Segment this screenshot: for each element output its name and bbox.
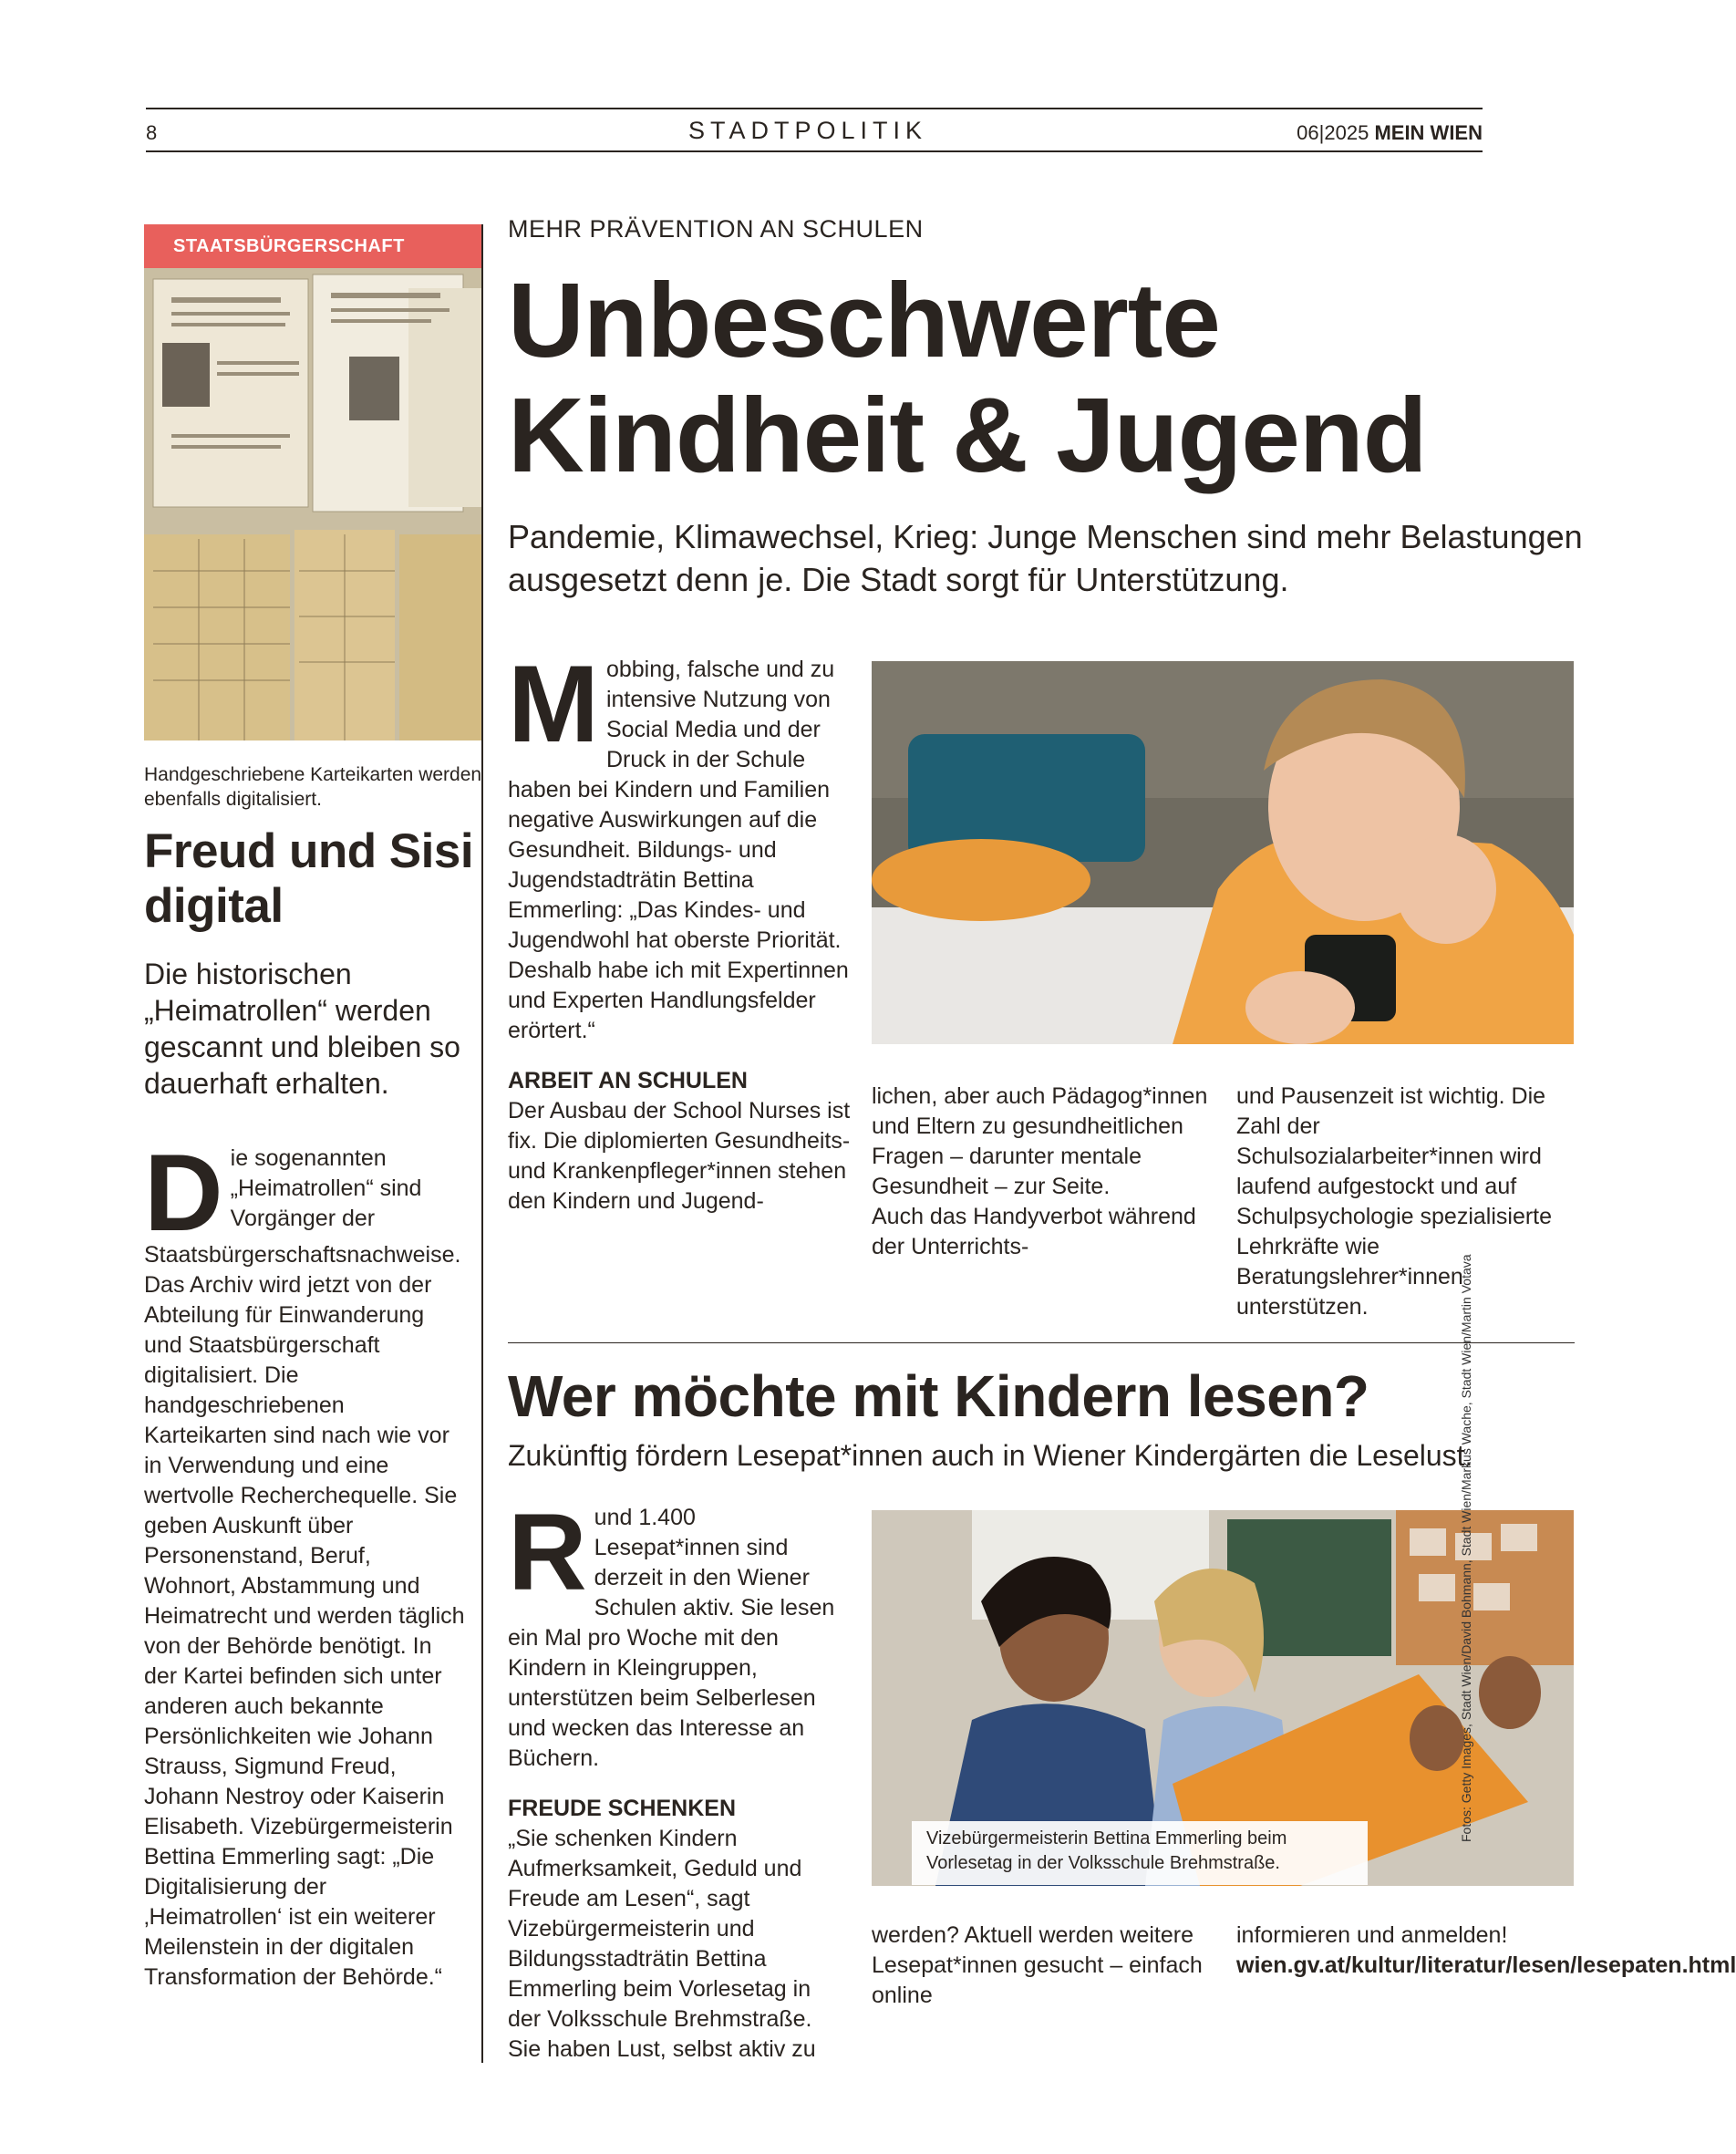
section-heading: FREUDE SCHENKEN bbox=[508, 1796, 737, 1821]
article-kicker: MEHR PRÄVENTION AN SCHULEN bbox=[508, 215, 924, 243]
column-divider bbox=[481, 224, 483, 2063]
category-ribbon: STAATSBÜRGERSCHAFT bbox=[144, 224, 481, 268]
column-text: lichen, aber auch Pädagog*innen und Eltern zu gesundheitlichen Fragen – darunter mentale Gesundheit – zur Seite. bbox=[872, 1083, 1208, 1199]
photo-caption: Handgeschriebene Karteikarten werden ebenfalls digitalisiert. bbox=[144, 764, 482, 810]
headline-line-2: Kindheit & Jugend bbox=[508, 376, 1427, 494]
header-top-rule bbox=[146, 108, 1483, 109]
second-article-column-3 bbox=[1236, 1921, 1736, 1981]
intro-text: und 1.400 Lesepat*innen sind derzeit in den Wiener Schulen aktiv. Sie lesen ein Mal pro Woche mit den Kindern in Kleingruppen, unterstützen beim Selberlesen und wecken das Interesse an Büchern. bbox=[508, 1505, 835, 1771]
section-heading: ARBEIT AN SCHULEN bbox=[508, 1068, 748, 1093]
signup-link[interactable]: wien.gv.at/kultur/literatur/lesen/lesepaten.html bbox=[1236, 1952, 1736, 1978]
photo-caption: Vizebürgermeisterin Bettina Emmerling beim Vorlesetag in der Volksschule Brehmstraße. bbox=[912, 1821, 1368, 1885]
article-headline bbox=[508, 263, 1556, 492]
publication-name: MEIN WIEN bbox=[1374, 121, 1483, 144]
sidebar-body-text: ie sogenannten „Heimatrollen“ sind Vorgänger der Staatsbürgerschaftsnachweise. Das Archiv wird jetzt von der Abteilung für Einwanderung und Staatsbürgerschaft digitalisiert. Die handgeschriebenen Karteikarten sind nach wie vor in Verwendung und eine wertvolle Recherchequelle. Sie geben Auskunft über Personenstand, Beruf, Wohnort, Abstammung und Heimatrecht und werden täglich von der Behörde benötigt. In der Kartei befinden sich unter anderen auch bekannte Persönlichkeiten wie Johann Strauss, Sigmund Freud, Johann Nestroy oder Kaiserin Elisabeth. Vizebürgermeisterin Bettina Emmerling sagt: „Die Digitalisierung der ‚Heimatrollen‘ ist ein weiterer Meilenstein in der digitalen Transformation der Behörde.“ bbox=[144, 1145, 465, 1990]
article-deck: Pandemie, Klimawechsel, Krieg: Junge Menschen sind mehr Belastungen ausgesetzt denn je. Die Stadt sorgt für Unterstützung. bbox=[508, 518, 1583, 598]
article-column-2 bbox=[872, 1082, 1218, 1262]
issue-info bbox=[1297, 121, 1483, 145]
section-title: STADTPOLITIK bbox=[687, 117, 928, 144]
archive-cards-photo bbox=[144, 224, 481, 740]
sidebar-body bbox=[144, 1132, 465, 1993]
column-text: Auch das Handyverbot während der Unterrichts- bbox=[872, 1204, 1196, 1259]
column-text: informieren und anmelden! bbox=[1236, 1922, 1508, 1948]
article-divider bbox=[508, 1342, 1575, 1343]
second-headline: Wer möchte mit Kindern lesen? bbox=[508, 1363, 1369, 1429]
article-column-3: und Pausenzeit ist wichtig. Die Zahl der Schulsozialarbeiter*innen wird laufend aufgestockt und auf Schulpsychologie spezialisierte Lehrkräfte wie Beratungslehrer*innen unterstützen. bbox=[1236, 1083, 1553, 1320]
intro-text: obbing, falsche und zu intensive Nutzung von Social Media und der Druck in der Schule haben bei Kindern und Familien negative Auswirkungen auf die Gesundheit. Bildungs- und Jugendstadträtin Bettina Emmerling: „Das Kindes- und Jugendwohl hat oberste Priorität. Deshalb habe ich mit Expertinnen und Experten Handlungsfelder erörtert.“ bbox=[508, 657, 849, 1043]
drop-cap: R bbox=[508, 1491, 587, 1613]
column-text: „Sie schenken Kindern Aufmerksamkeit, Geduld und Freude am Lesen“, sagt Vizebürgermeisterin und Bildungsstadträtin Bettina Emmerling beim Vorlesetag in der Volksschule Brehmstraße. Sie haben Lust, selbst aktiv zu bbox=[508, 1826, 816, 2062]
second-article-intro bbox=[508, 1491, 845, 2065]
second-deck: Zukünftig fördern Lesepat*innen auch in Wiener Kindergärten die Leselust. bbox=[508, 1439, 1473, 1472]
header-bottom-rule bbox=[146, 150, 1483, 152]
article-intro bbox=[508, 643, 852, 1217]
sidebar-title: Freud und Sisi digital bbox=[144, 824, 474, 933]
photo-credit: Fotos: Getty Images, Stadt Wien/David Bohmann, Stadt Wien/Markus Wache, Stadt Wien/Martin Votava bbox=[1459, 1254, 1473, 1842]
drop-cap: M bbox=[508, 643, 599, 765]
second-article-column-2: werden? Aktuell werden weitere Lesepat*innen gesucht – einfach online bbox=[872, 1922, 1203, 2008]
boy-with-phone-photo bbox=[872, 661, 1574, 1044]
sidebar-deck: Die historischen „Heimatrollen“ werden gescannt und bleiben so dauerhaft erhalten. bbox=[144, 958, 460, 1100]
issue-number: 06|2025 bbox=[1297, 121, 1369, 144]
column-text: Der Ausbau der School Nurses ist fix. Die diplomierten Gesundheits- und Krankenpfleger*innen stehen den Kindern und Jugend- bbox=[508, 1098, 851, 1214]
headline-line-1: Unbeschwerte bbox=[508, 261, 1220, 379]
drop-cap: D bbox=[144, 1132, 223, 1254]
page-number: 8 bbox=[146, 121, 158, 144]
